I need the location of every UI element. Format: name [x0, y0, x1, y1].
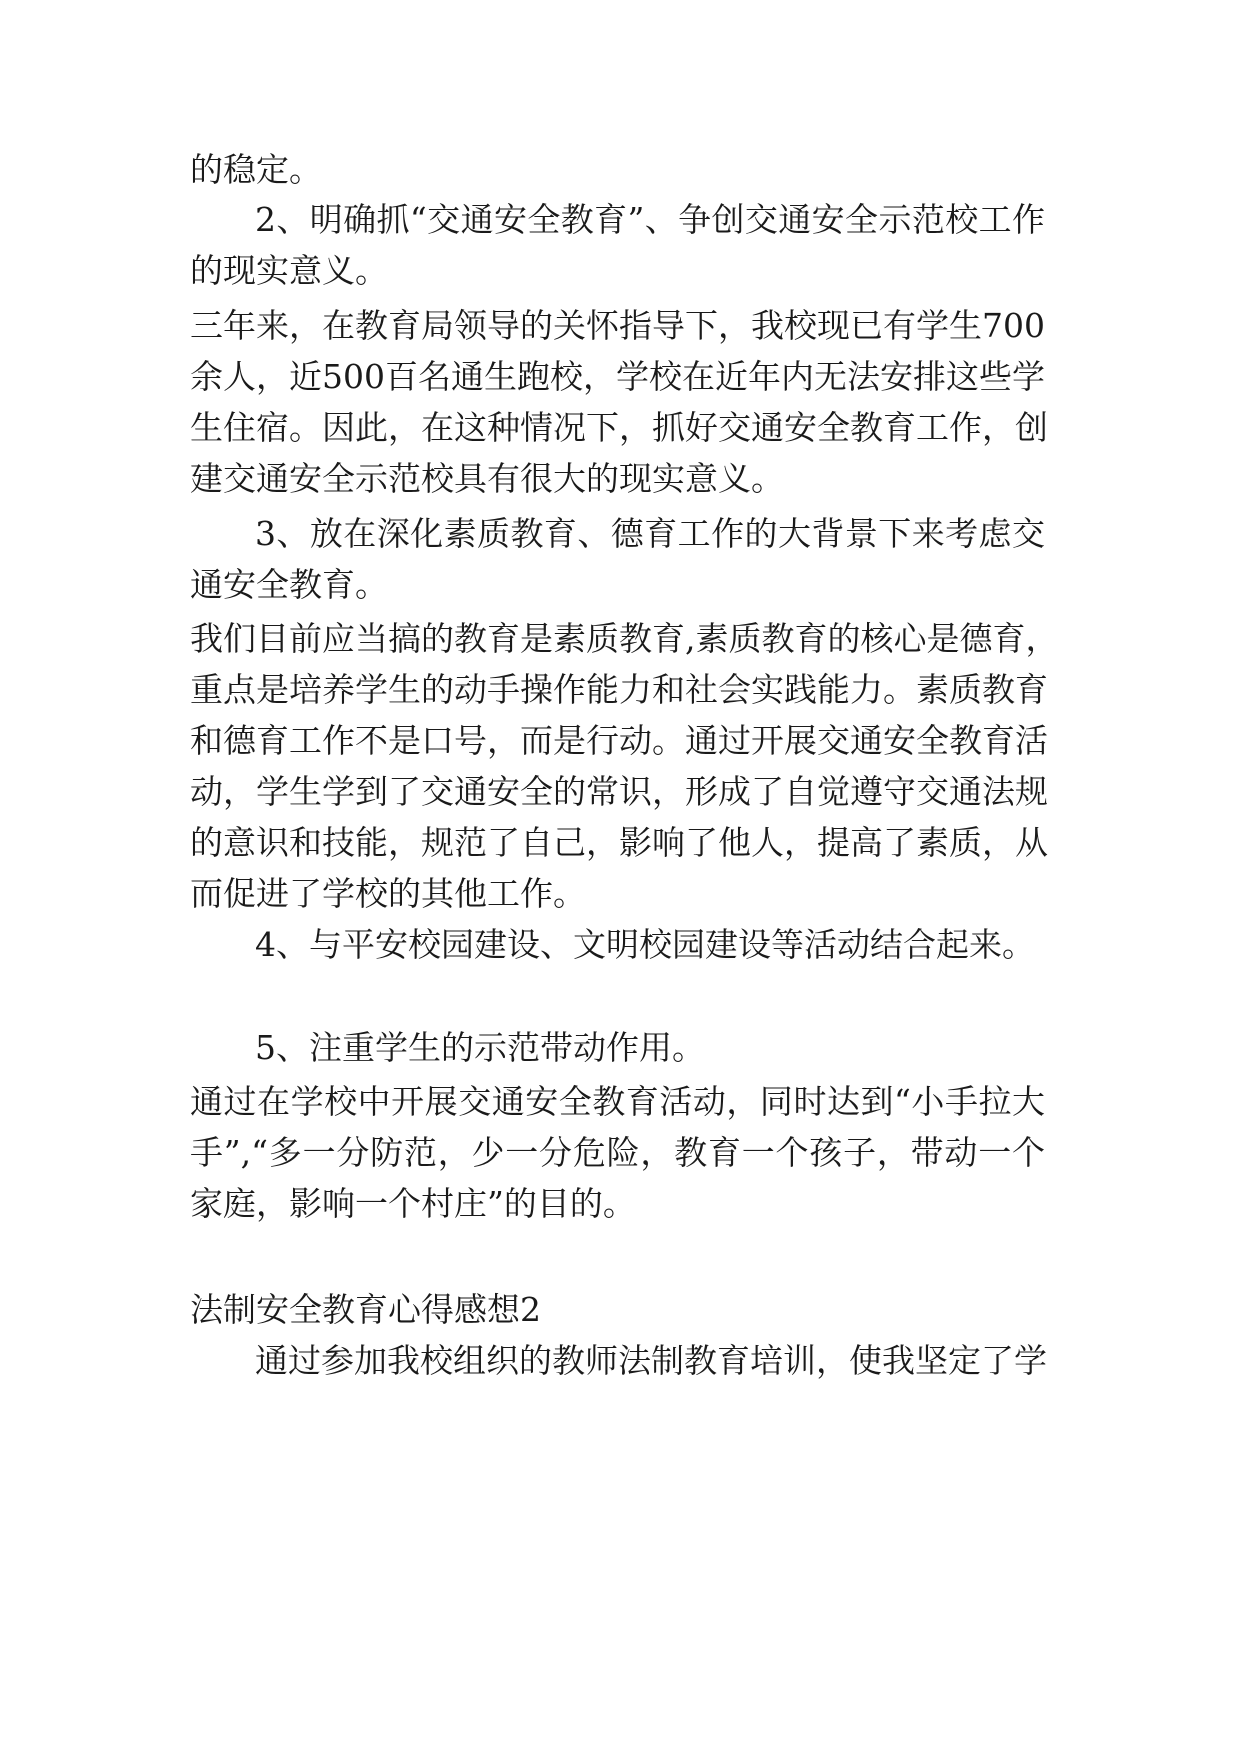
text-line: 的稳定。	[190, 150, 322, 189]
numbered-heading-2: 2、明确抓“交通安全教育”、争创交通安全示范校工作	[255, 200, 1045, 239]
text-line: 和德育工作不是口号，而是行动。通过开展交通安全教育活	[190, 721, 1048, 760]
text-line: 通过参加我校组织的教师法制教育培训，使我坚定了学	[255, 1341, 1047, 1380]
text-line: 手”,“多一分防范，少一分危险，教育一个孩子，带动一个	[190, 1133, 1045, 1172]
text-line: 建交通安全示范校具有很大的现实意义。	[190, 459, 784, 498]
text-line: 重点是培养学生的动手操作能力和社会实践能力。素质教育	[190, 670, 1048, 709]
numbered-heading-3: 3、放在深化素质教育、德育工作的大背景下来考虑交	[255, 514, 1045, 553]
text-line: 家庭，影响一个村庄”的目的。	[190, 1184, 636, 1223]
numbered-heading-5: 5、注重学生的示范带动作用。	[255, 1028, 705, 1067]
text-line: 而促进了学校的其他工作。	[190, 874, 586, 913]
numbered-heading-4: 4、与平安校园建设、文明校园建设等活动结合起来。	[255, 925, 1035, 964]
section-title: 法制安全教育心得感想2	[190, 1290, 541, 1329]
text-line: 通过在学校中开展交通安全教育活动，同时达到“小手拉大	[190, 1082, 1045, 1121]
text-line: 我们目前应当搞的教育是素质教育,素质教育的核心是德育，	[190, 619, 1059, 658]
text-line: 余人，近500百名通生跑校，学校在近年内无法安排这些学	[190, 357, 1045, 396]
text-line: 三年来，在教育局领导的关怀指导下，我校现已有学生700	[190, 306, 1045, 345]
text-line: 通安全教育。	[190, 565, 388, 604]
text-line: 动，学生学到了交通安全的常识，形成了自觉遵守交通法规	[190, 772, 1048, 811]
text-line: 的现实意义。	[190, 251, 388, 290]
text-line: 的意识和技能，规范了自己，影响了他人，提高了素质，从	[190, 823, 1048, 862]
text-line: 生住宿。因此，在这种情况下，抓好交通安全教育工作，创	[190, 408, 1048, 447]
